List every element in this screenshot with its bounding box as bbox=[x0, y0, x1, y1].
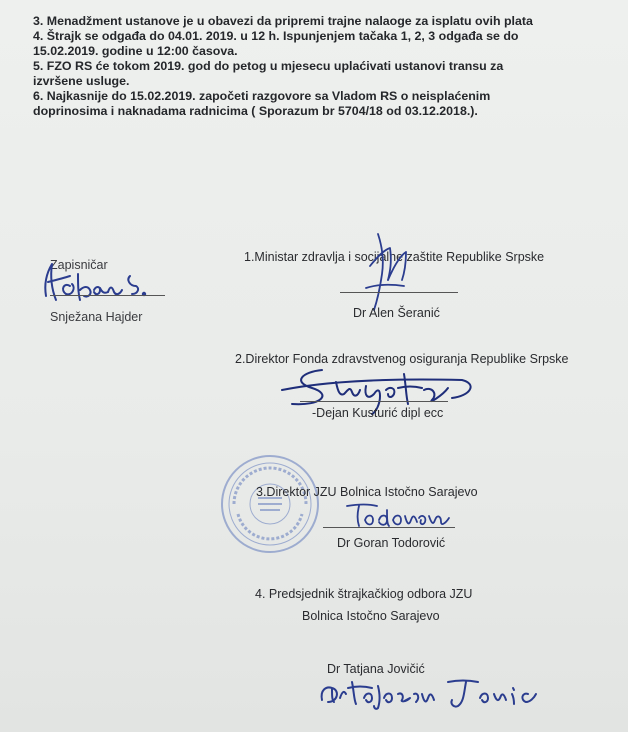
zapisnicar-sign-line bbox=[50, 295, 165, 296]
signatory-3-sign-line bbox=[323, 527, 455, 528]
signatory-3-signature bbox=[345, 498, 455, 530]
zapisnicar-label: Zapisničar bbox=[50, 258, 108, 272]
point-5-cont: izvršene usluge. bbox=[33, 74, 130, 88]
signatory-3-name: Dr Goran Todorović bbox=[337, 536, 446, 550]
signatory-4-title-line2: Bolnica Istočno Sarajevo bbox=[302, 609, 440, 623]
signatory-2-title: 2.Direktor Fonda zdravstvenog osiguranja Republike Srpske bbox=[235, 352, 569, 366]
signatory-2-sign-line bbox=[300, 401, 448, 402]
signatory-1-signature bbox=[360, 226, 420, 316]
point-6: 6. Najkasnije do 15.02.2019. započeti razgovore sa Vladom RS o neisplaćenim bbox=[33, 89, 491, 103]
signatory-3-title: 3.Direktor JZU Bolnica Istočno Sarajevo bbox=[256, 485, 478, 499]
point-3: 3. Menadžment ustanove je u obavezi da pripremi trajne nalaoge za isplatu ovih plata bbox=[33, 14, 533, 28]
signatory-1-sign-line bbox=[340, 292, 458, 293]
zapisnicar-signature bbox=[38, 256, 168, 316]
point-4-cont: 15.02.2019. godine u 12:00 časova. bbox=[33, 44, 238, 58]
signatory-1-name: Dr Alen Šeranić bbox=[353, 306, 440, 320]
signatory-4-title: 4. Predsjednik štrajkačkiog odbora JZU bbox=[255, 587, 473, 601]
point-4: 4. Štrajk se odgađa do 04.01. 2019. u 12 h. Ispunjenjem tačaka 1, 2, 3 odgađa se do bbox=[33, 29, 519, 43]
point-5: 5. FZO RS će tokom 2019. god do petog u mjesecu uplaćivati ustanovi transu za bbox=[33, 59, 504, 73]
signatory-4-signature bbox=[318, 672, 548, 712]
signatory-1-title: 1.Ministar zdravlja i socijalne zaštite Republike Srpske bbox=[244, 250, 545, 264]
signatory-4-name: Dr Tatjana Jovičić bbox=[327, 662, 425, 676]
point-6-cont: doprinosima i naknadama radnicima ( Sporazum br 5704/18 od 03.12.2018.). bbox=[33, 104, 478, 118]
official-stamp bbox=[218, 452, 322, 556]
zapisnicar-name: Snježana Hajder bbox=[50, 310, 143, 324]
signatory-2-name: -Dejan Kusturić dipl ecc bbox=[312, 406, 444, 420]
